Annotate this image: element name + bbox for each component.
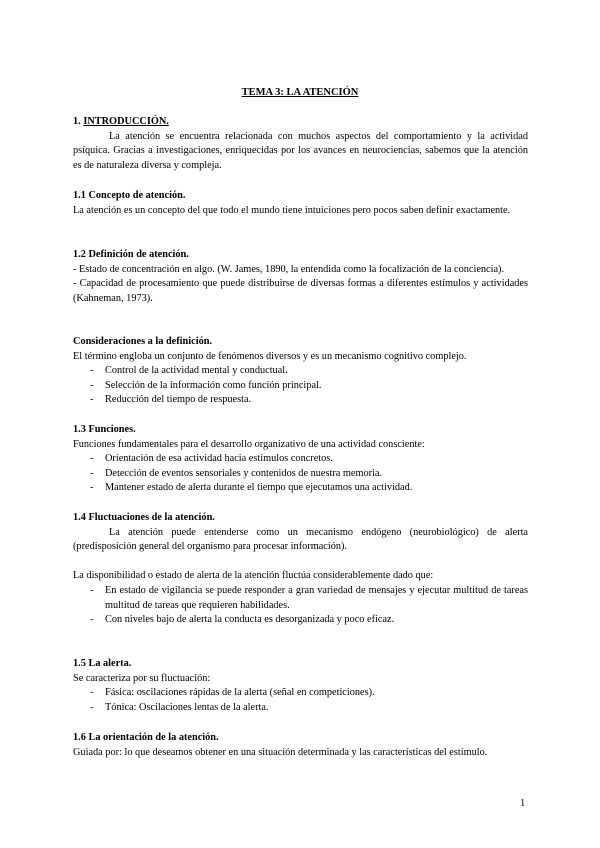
list-item: - Tónica: Oscilaciones lentas de la alerta. bbox=[73, 701, 528, 716]
section-definicion bbox=[73, 248, 528, 306]
section-fluctuaciones bbox=[73, 511, 528, 628]
section-heading: 1.2 Definición de atención. bbox=[73, 249, 189, 260]
section-heading: 1.3 Funciones. bbox=[73, 424, 136, 435]
paragraph: La disponibilidad o estado de alerta de la atención fluctúa considerablemente dado que: bbox=[73, 570, 434, 582]
bullet-list bbox=[73, 364, 528, 408]
page-title: TEMA 3: LA ATENCIÓN bbox=[241, 87, 359, 98]
paragraph: La atención es un concepto del que todo el mundo tiene intuiciones pero pocos saben definir exactamente. bbox=[73, 204, 511, 216]
section-concepto bbox=[73, 189, 528, 218]
section-consideraciones bbox=[73, 335, 528, 408]
section-heading: Consideraciones a la definición. bbox=[73, 336, 213, 347]
section-heading bbox=[73, 115, 528, 130]
bullet-list bbox=[73, 686, 528, 715]
paragraph: Funciones fundamentales para el desarrollo organizativo de una actividad consciente: bbox=[73, 438, 425, 450]
list-item: - Detección de eventos sensoriales y contenidos de nuestra memoria. bbox=[73, 467, 528, 482]
section-heading: 1.6 La orientación de la atención. bbox=[73, 732, 219, 743]
list-item: - Fásica: oscilaciones rápidas de la alerta (señal en competiciones). bbox=[73, 686, 528, 701]
section-introduccion bbox=[73, 115, 528, 173]
bullet-list bbox=[73, 452, 528, 496]
paragraph: La atención se encuentra relacionada con muchos aspectos del comportamiento y la actividad psíquica. Gracias a investigaciones, enriquecidas por los avances en neurociencias, sabemos que la atención es de naturaleza diversa y compleja. bbox=[73, 130, 528, 171]
list-item: - Control de la actividad mental y conductual. bbox=[73, 364, 528, 379]
list-item: - Orientación de esa actividad hacia estímulos concretos. bbox=[73, 452, 528, 467]
section-heading: 1.5 La alerta. bbox=[73, 658, 132, 669]
paragraph: Se caracteriza por su fluctuación: bbox=[73, 672, 211, 684]
bullet-list bbox=[73, 584, 528, 628]
page-number: 1 bbox=[520, 798, 526, 809]
list-item: - Selección de la información como función principal. bbox=[73, 379, 528, 394]
paragraph: - Capacidad de procesamiento que puede distribuirse de diversas formas a diferentes estímulos y actividades (Kahneman, 1973). bbox=[73, 278, 528, 304]
section-title: INTRODUCCIÓN. bbox=[83, 116, 169, 127]
section-heading: 1.4 Fluctuaciones de la atención. bbox=[73, 512, 215, 523]
list-item: - Reducción del tiempo de respuesta. bbox=[73, 393, 528, 408]
list-item: - Mantener estado de alerta durante el tiempo que ejecutamos una actividad. bbox=[73, 481, 528, 496]
section-number: 1. bbox=[73, 116, 81, 127]
paragraph: Guiada por: lo que deseamos obtener en una situación determinada y las características del estímulo. bbox=[73, 746, 488, 758]
paragraph: La atención puede entenderse como un mecanismo endógeno (neurobiológico) de alerta (predisposición general del organismo para procesar información). bbox=[73, 526, 528, 553]
section-orientacion bbox=[73, 731, 528, 760]
section-alerta bbox=[73, 657, 528, 715]
paragraph: - Estado de concentración en algo. (W. James, 1890, la entendida como la focalización de la conciencia). bbox=[73, 263, 505, 275]
section-funciones bbox=[73, 423, 528, 496]
list-item: - Con niveles bajo de alerta la conducta es desorganizada y poco eficaz. bbox=[73, 613, 528, 628]
list-item: - En estado de vigilancia se puede responder a gran variedad de mensajes y ejecutar multitud de tareas multitud de tareas que requieren habilidades. bbox=[73, 584, 528, 613]
section-heading: 1.1 Concepto de atención. bbox=[73, 190, 186, 201]
paragraph: El término engloba un conjunto de fenómenos diversos y es un mecanismo cognitivo complejo. bbox=[73, 350, 467, 362]
